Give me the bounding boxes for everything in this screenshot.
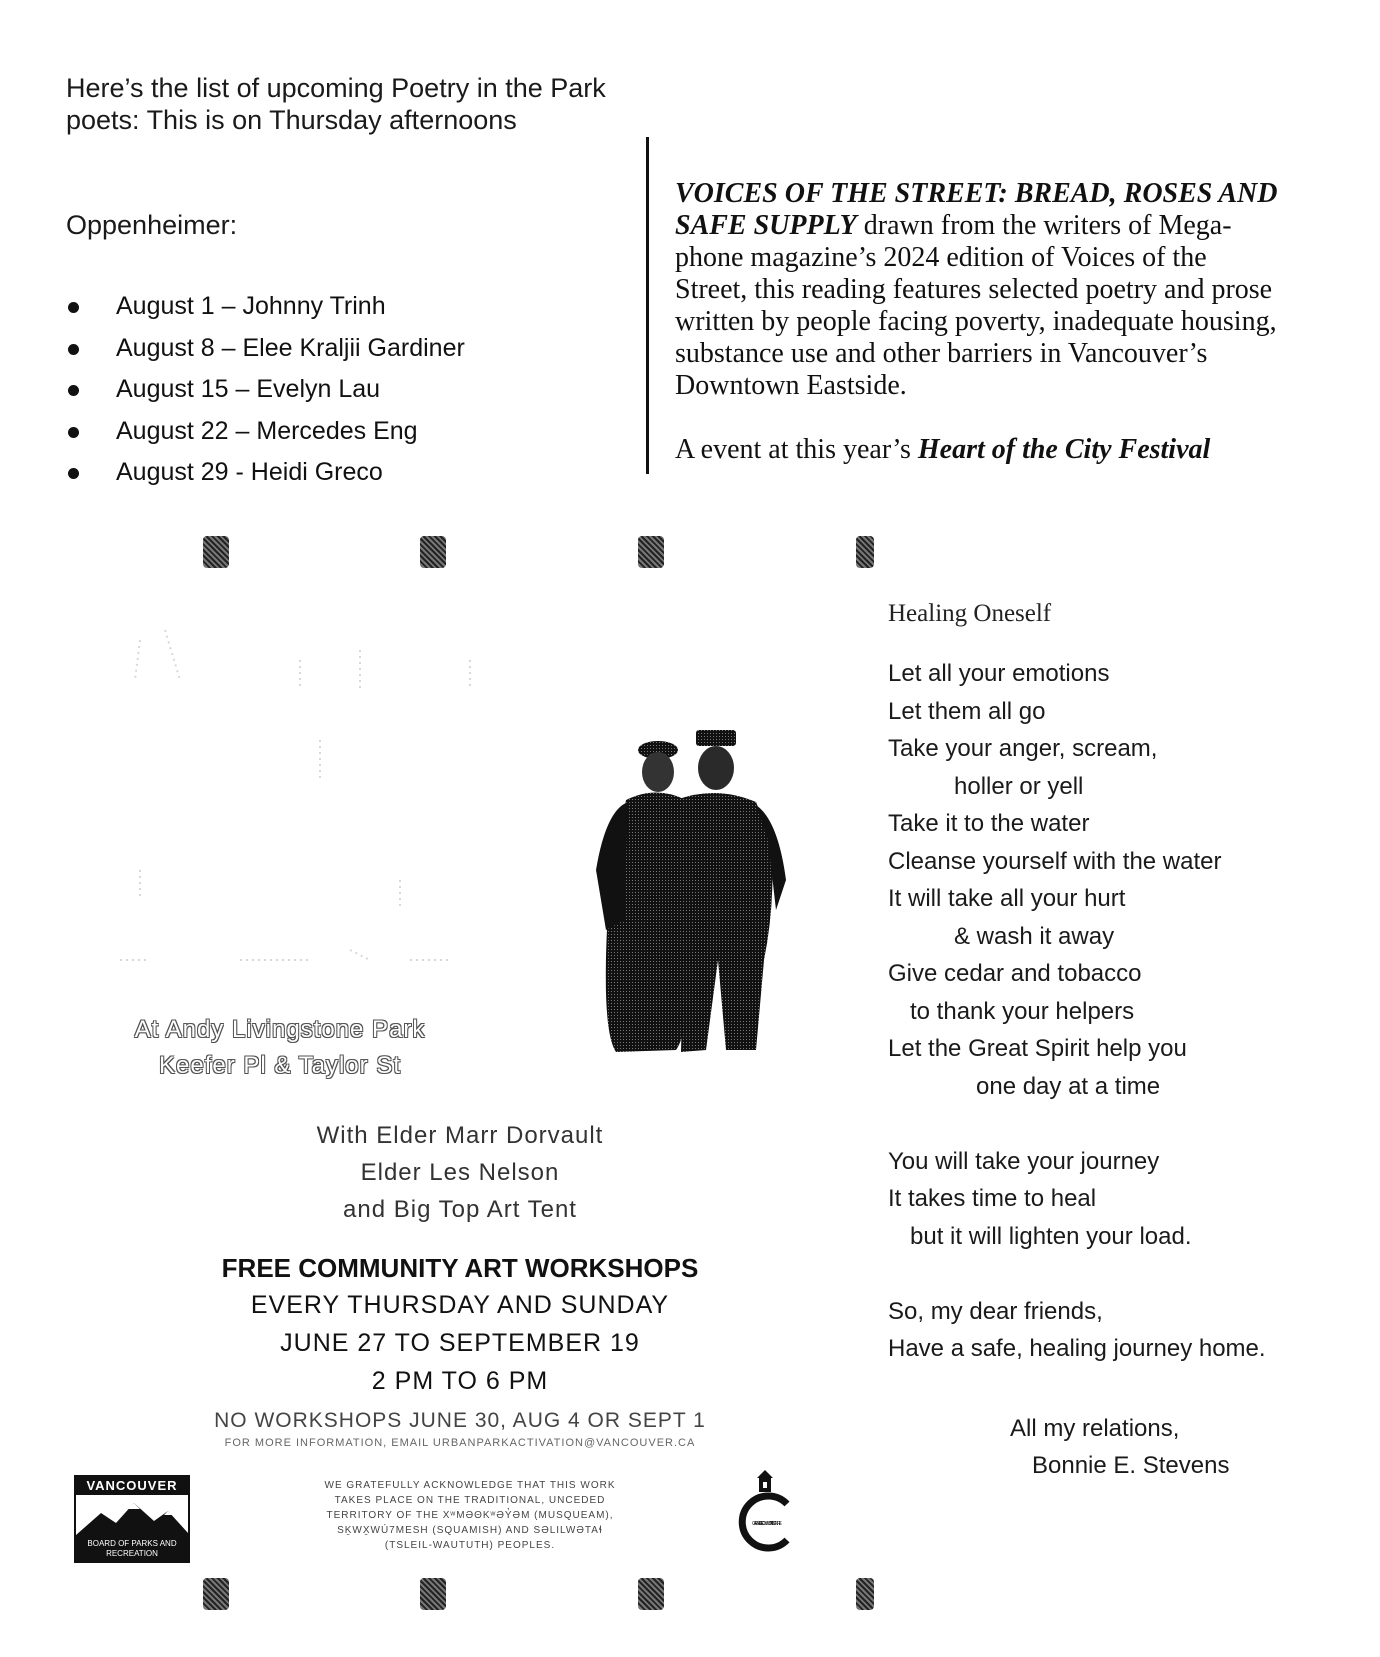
poet-entry: August 1 – Johnny Trinh	[116, 292, 386, 320]
poem-line: to thank your helpers	[910, 997, 1135, 1025]
poem-title: Healing Oneself	[888, 600, 1052, 627]
bullet-icon	[68, 302, 79, 313]
ack-line: SḴWX̱WÚ7MESH (SQUAMISH) AND SƏLILWƏTAɬ	[337, 1525, 603, 1536]
intro-line-1: Here’s the list of upcoming Poetry in the Park	[66, 73, 606, 103]
poem-line: but it will lighten your load.	[910, 1222, 1192, 1250]
poem-line: Have a safe, healing journey home.	[888, 1335, 1266, 1362]
oppenheimer-label: Oppenheimer:	[66, 210, 238, 240]
workshops-contact: FOR MORE INFORMATION, EMAIL URBANPARKACTIVATION@VANCOUVER.CA	[224, 1437, 696, 1449]
elder-line: Elder Les Nelson	[360, 1159, 560, 1186]
column-divider	[646, 137, 649, 474]
list-item	[66, 373, 465, 415]
workshops-days: EVERY THURSDAY AND SUNDAY	[250, 1291, 670, 1319]
voices-text: substance use and other barriers in Vancouver’s	[675, 338, 1208, 369]
voices-heading-cont: SAFE SUPPLY	[675, 210, 857, 241]
scan-mark	[638, 1578, 664, 1610]
poet-list	[66, 290, 465, 498]
voices-text: Downtown Eastside.	[675, 370, 907, 401]
poet-entry: August 15 – Evelyn Lau	[116, 375, 381, 403]
bullet-icon	[68, 468, 79, 479]
elder-line: With Elder Marr Dorvault	[316, 1122, 604, 1149]
poem-line: & wash it away	[954, 922, 1115, 950]
scan-mark	[856, 1578, 874, 1610]
ack-line: (TSLEIL-WAUTUTH) PEOPLES.	[384, 1540, 556, 1551]
carnegie-logo-text: CARNEGIE COMMUNITY CENTRE	[752, 1521, 782, 1527]
list-item	[66, 456, 465, 498]
voices-text: phone magazine’s 2024 edition of Voices of the	[675, 242, 1207, 273]
poem-line: Take it to the water	[888, 810, 1090, 837]
poet-entry: August 8 – Elee Kraljii Gardiner	[116, 333, 465, 362]
voices-text: drawn from the writers of Mega-	[856, 210, 1232, 241]
voices-heading: VOICES OF THE STREET: BREAD, ROSES AND	[675, 178, 1278, 209]
bullet-icon	[68, 385, 79, 396]
park-name: At Andy Livingstone Park	[134, 1016, 426, 1043]
logo-bottom-text: BOARD OF PARKS AND RECREATION	[76, 1537, 188, 1561]
land-acknowledgement	[280, 1478, 660, 1553]
logo-top-text: VANCOUVER	[76, 1477, 188, 1495]
scan-mark	[856, 536, 874, 568]
author-name: Bonnie E. Stevens	[1032, 1452, 1230, 1479]
poem-line: It takes time to heal	[888, 1185, 1097, 1212]
poem-body	[888, 655, 1266, 1368]
scan-mark	[420, 1578, 446, 1610]
poet-entry: August 22 – Mercedes Eng	[116, 416, 418, 445]
workshops-info	[150, 1250, 770, 1450]
park-address: Keefer Pl & Taylor St	[159, 1052, 401, 1079]
ack-line: WE GRATEFULLY ACKNOWLEDGE THAT THIS WORK	[324, 1480, 616, 1491]
poem-signature	[1010, 1410, 1229, 1484]
voices-description	[675, 178, 1335, 402]
scan-mark	[203, 536, 229, 568]
stanza-break	[888, 1255, 1266, 1293]
bullet-icon	[68, 427, 79, 438]
poem-line: Take your anger, scream,	[888, 735, 1158, 762]
ack-line: TAKES PLACE ON THE TRADITIONAL, UNCEDED	[334, 1495, 606, 1506]
poem-line: holler or yell	[954, 772, 1084, 800]
event-note	[675, 434, 1335, 466]
closing-line: All my relations,	[1010, 1415, 1180, 1442]
scan-mark	[638, 536, 664, 568]
list-item	[66, 290, 465, 332]
intro-line-2: poets: This is on Thursday afternoons	[66, 105, 517, 135]
poem-line: Let all your emotions	[888, 660, 1110, 687]
elder-line: and Big Top Art Tent	[343, 1196, 577, 1223]
faded-title-graphic	[110, 620, 500, 970]
event-prefix: A event at this year’s	[675, 434, 918, 465]
ack-line: TERRITORY OF THE XʷMƏΘKʷƏY̓ƏM (MUSQUEAM),	[326, 1510, 614, 1521]
poem-line: So, my dear friends,	[888, 1297, 1103, 1325]
voices-text: Street, this reading features selected poetry and prose	[675, 274, 1273, 305]
poem-line: You will take your journey	[888, 1147, 1160, 1175]
poet-entry: August 29 - Heidi Greco	[116, 458, 383, 486]
scan-mark	[420, 536, 446, 568]
workshops-title: FREE COMMUNITY ART WORKSHOPS	[221, 1253, 699, 1283]
bullet-icon	[68, 344, 79, 355]
workshops-dates: JUNE 27 TO SEPTEMBER 19	[280, 1329, 640, 1357]
workshops-time: 2 PM TO 6 PM	[371, 1367, 549, 1395]
festival-name: Heart of the City Festival	[917, 434, 1211, 465]
list-item	[66, 332, 465, 374]
elders-info	[230, 1117, 690, 1228]
voices-text: written by people facing poverty, inadequate housing,	[675, 306, 1277, 337]
poem-line: Let the Great Spirit help you	[888, 1035, 1187, 1062]
scan-mark	[203, 1578, 229, 1610]
intro-text	[66, 72, 686, 136]
poem-line: one day at a time	[976, 1072, 1161, 1100]
carnegie-logo	[735, 1470, 795, 1556]
elders-photo	[596, 730, 816, 1060]
poem-line: It will take all your hurt	[888, 885, 1126, 912]
poem-line: Give cedar and tobacco	[888, 960, 1142, 987]
mountain-icon	[76, 1495, 188, 1539]
stanza-break	[888, 1105, 1266, 1143]
workshops-exceptions: NO WORKSHOPS JUNE 30, AUG 4 OR SEPT 1	[214, 1409, 706, 1432]
poem-line: Cleanse yourself with the water	[888, 847, 1222, 875]
poem-line: Let them all go	[888, 697, 1046, 725]
park-location	[70, 1012, 490, 1084]
list-item	[66, 415, 465, 457]
vancouver-parks-logo	[74, 1475, 190, 1563]
